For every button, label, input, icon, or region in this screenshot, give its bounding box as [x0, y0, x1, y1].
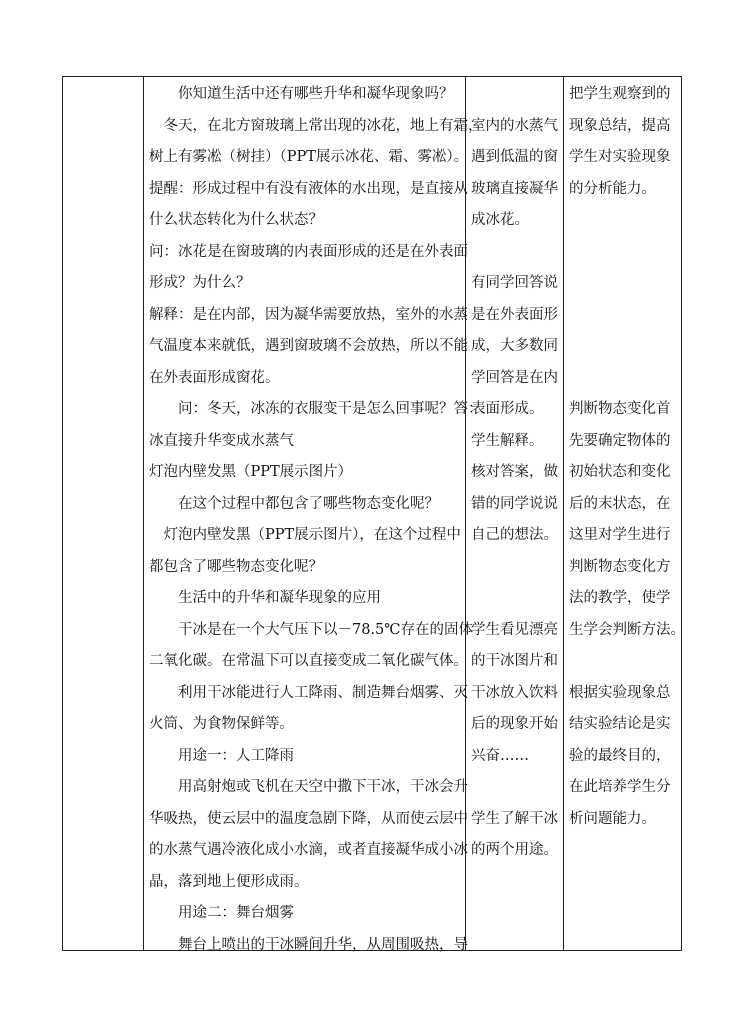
content-line: 用途一：人工降雨	[178, 747, 294, 764]
student-line	[471, 552, 561, 584]
intent-line	[569, 331, 681, 363]
student-line	[471, 583, 561, 615]
content-line: 都包含了哪些物态变化呢？	[149, 558, 323, 575]
student-line: 成冰花。	[471, 212, 529, 228]
student-line: 成，大多数同	[471, 338, 558, 354]
student-line: 后的现象开始	[471, 716, 558, 732]
student-line: 错的同学说说	[471, 495, 558, 512]
student-line: 表面形成。	[471, 401, 544, 417]
intent-line: 结实验结论是实	[569, 716, 671, 732]
intent-line: 法的教学，使学	[569, 590, 671, 606]
intent-line: 根据实验现象总	[569, 684, 671, 701]
intent-line: 学生对实验现象	[569, 149, 671, 165]
teaching-content-cell	[149, 79, 483, 961]
intent-line: 先要确定物体的	[569, 432, 671, 449]
content-line: 你知道生活中还有哪些升华和凝华现象吗？	[178, 86, 454, 102]
content-line: 在这个过程中都包含了哪些物态变化呢？	[178, 495, 439, 512]
content-line: 灯泡内壁发黑（PPT展示图片），在这个过程中	[163, 527, 461, 543]
student-line: 兴奋……	[471, 747, 529, 764]
intent-line: 现象总结，提高	[569, 117, 671, 134]
student-line: 学生了解干冰	[471, 810, 558, 827]
content-line: 的水蒸气遇冷液化成小水滴，或者直接凝华成小冰	[149, 842, 468, 858]
content-line: 冬天，在北方窗玻璃上常出现的冰花，地上有霜，	[163, 117, 483, 134]
intent-line: 把学生观察到的	[569, 86, 671, 102]
content-line: 二氧化碳。在常温下可以直接变成二氧化碳气体。	[149, 653, 468, 669]
design-intent-cell	[569, 79, 685, 835]
student-line: 是在外表面形	[471, 306, 558, 323]
intent-line: 在此培养学生分	[569, 779, 671, 795]
column-divider-1	[143, 77, 144, 950]
intent-line: 判断物态变化方	[569, 558, 671, 575]
content-line: 解释：是在内部，因为凝华需要放热，室外的水蒸	[149, 306, 468, 323]
intent-line	[569, 237, 681, 269]
student-line: 学生解释。	[471, 432, 544, 449]
intent-line: 的分析能力。	[569, 180, 656, 197]
content-line: 在外表面形成窗花。	[149, 369, 280, 386]
content-line: 舞台上喷出的干冰瞬间升华，从周围吸热，导	[178, 936, 468, 953]
intent-line: 验的最终目的，	[569, 747, 671, 764]
intent-line: 析问题能力。	[569, 810, 656, 827]
intent-line	[569, 646, 681, 678]
lesson-table	[62, 76, 685, 953]
intent-line	[569, 268, 681, 300]
content-line: 干冰是在一个大气压下以－78.5℃存在的固体	[178, 621, 474, 638]
student-line	[471, 237, 561, 269]
intent-line: 后的末状态，在	[569, 495, 671, 512]
student-line: 学回答是在内	[471, 369, 558, 386]
content-line: 提醒：形成过程中有没有液体的水出现，是直接从	[149, 180, 468, 197]
student-line: 玻璃直接凝华	[471, 180, 558, 197]
content-line: 晶，落到地上便形成雨。	[149, 873, 309, 890]
student-activity-cell	[471, 79, 561, 867]
content-line: 树上有雾凇（树挂）（PPT展示冰花、霜、雾凇）。	[149, 149, 469, 165]
intent-line: 初始状态和变化	[569, 464, 671, 480]
student-line: 的两个用途。	[471, 842, 558, 858]
content-line: 问：冬天，冰冻的衣服变干是怎么回事呢？答：	[178, 401, 483, 417]
student-line: 核对答案，做	[471, 464, 558, 480]
intent-line: 判断物态变化首	[569, 401, 671, 417]
intent-line: 这里对学生进行	[569, 527, 671, 543]
column-divider-3	[563, 77, 564, 950]
student-line	[471, 79, 561, 111]
content-line: 利用干冰能进行人工降雨、制造舞台烟雾、灭	[178, 684, 468, 701]
content-line: 华吸热，使云层中的温度急剧下降，从而使云层中	[149, 810, 468, 827]
student-line: 遇到低温的窗	[471, 149, 558, 165]
content-line: 火筒、为食物保鲜等。	[149, 716, 294, 732]
student-line: 自己的想法。	[471, 527, 558, 543]
content-line: 用途二：舞台烟雾	[178, 905, 294, 921]
content-line: 气温度本来就低，遇到窗玻璃不会放热，所以不能	[149, 338, 468, 354]
student-line: 的干冰图片和	[471, 653, 558, 669]
content-line: 问：冰花是在窗玻璃的内表面形成的还是在外表面	[149, 243, 468, 260]
content-line: 用高射炮或飞机在天空中撒下干冰，干冰会升	[178, 779, 468, 795]
content-line: 生活中的升华和凝华现象的应用	[178, 590, 381, 606]
student-line: 室内的水蒸气	[471, 117, 558, 134]
student-line: 有同学回答说	[471, 275, 558, 291]
student-line: 学生看见漂亮	[471, 621, 558, 638]
intent-line	[569, 363, 681, 395]
student-line: 干冰放入饮料	[471, 684, 558, 701]
content-line: 什么状态转化为什么状态？	[149, 212, 323, 228]
content-line: 冰直接升华变成水蒸气	[149, 432, 294, 449]
intent-line	[569, 205, 681, 237]
content-line: 灯泡内壁发黑（PPT展示图片）	[149, 464, 353, 480]
intent-line	[569, 300, 681, 332]
intent-line: 生学会判断方法。	[569, 621, 685, 638]
content-line: 形成？为什么？	[149, 275, 251, 291]
student-line	[471, 772, 561, 804]
